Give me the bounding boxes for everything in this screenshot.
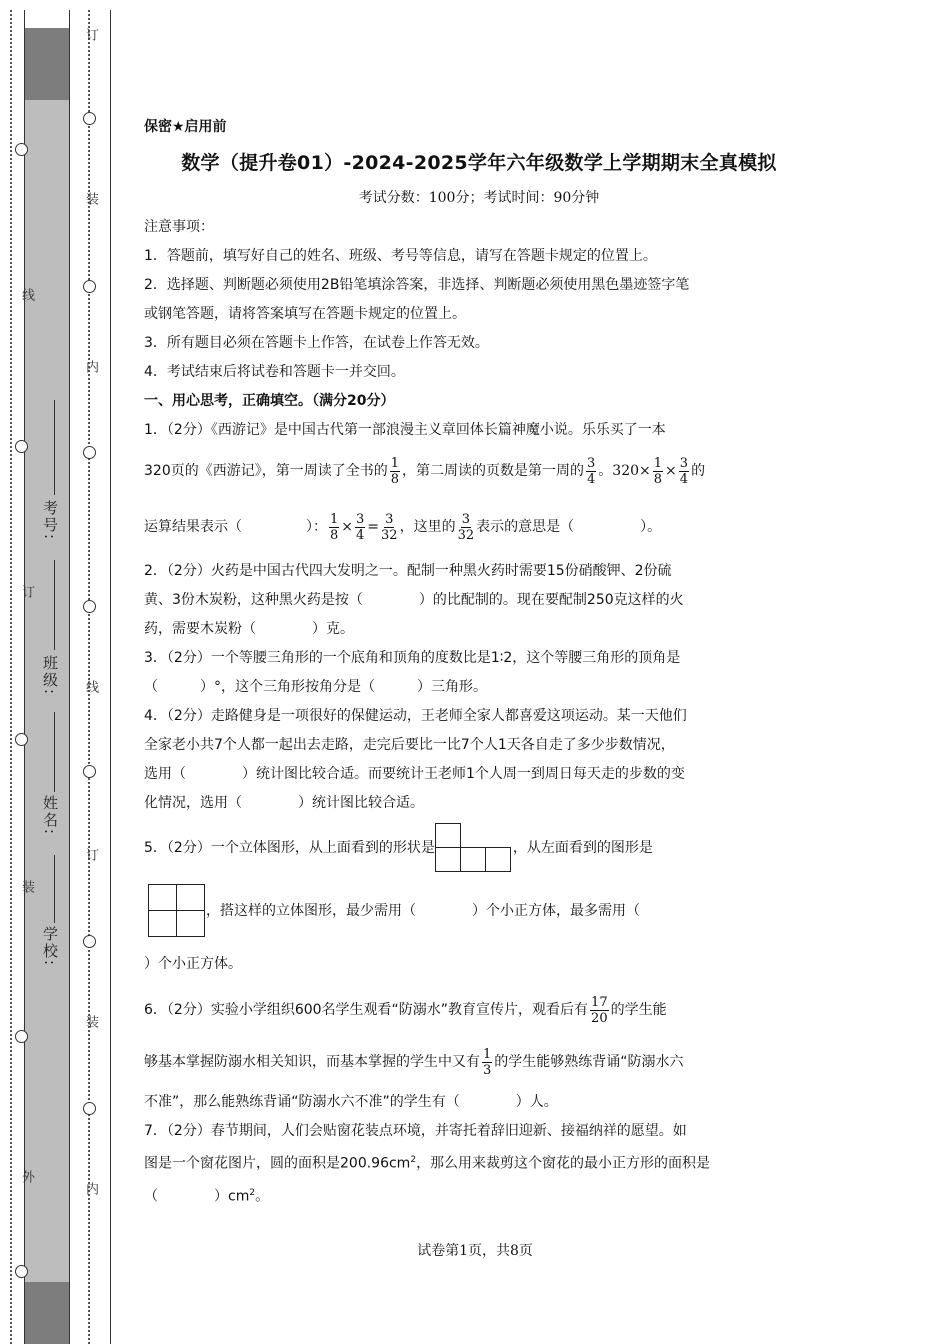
q1-text: ）。 bbox=[640, 519, 662, 535]
notice-item: 3．所有题目必须在答题卡上作答，在试卷上作答无效。 bbox=[144, 335, 489, 351]
q1-text: 。320 bbox=[598, 463, 640, 479]
q7-line bbox=[144, 1146, 814, 1179]
question-4 bbox=[144, 702, 814, 818]
margin-mark: 装 bbox=[83, 192, 98, 205]
fraction bbox=[381, 512, 398, 543]
q7-text: （ ）cm bbox=[144, 1188, 250, 1205]
fraction bbox=[653, 456, 663, 487]
q6-line bbox=[144, 984, 814, 1036]
fraction-numerator: 1 bbox=[653, 455, 663, 471]
banji-label: 班级: bbox=[41, 655, 59, 697]
left-view-figure bbox=[148, 884, 206, 938]
q4-line: 化情况，选用（ ）统计图比较合适。 bbox=[144, 795, 424, 811]
superscript: 2 bbox=[249, 1187, 256, 1198]
exam-subtitle: 考试分数：100分；考试时间：90分钟 bbox=[358, 190, 600, 206]
q6-line: 不准”，那么能熟练背诵“防溺水六不准”的学生有（ ）人。 bbox=[144, 1094, 558, 1110]
q1-text: 320页的《西游记》，第一周读了全书的 bbox=[144, 463, 388, 479]
binding-hole-icon bbox=[83, 1102, 96, 1115]
q4-line: 全家老小共7个人都一起出去走路，走完后要比一比7个人1天各自走了多少步数情况， bbox=[144, 737, 675, 753]
fraction-numerator: 1 bbox=[330, 511, 339, 527]
square-cell bbox=[148, 884, 177, 911]
xingming-blank[interactable] bbox=[54, 712, 55, 792]
q6-text: 的学生能够熟练背诵“防溺水六 bbox=[494, 1054, 684, 1070]
square-cell bbox=[176, 910, 205, 937]
q1-text: 表示的意思是（ bbox=[476, 519, 575, 535]
fraction-numerator: 1 bbox=[483, 1046, 492, 1062]
binding-hole-icon bbox=[15, 1265, 28, 1278]
q3-line: （ ）°，这个三角形按角分是（ ）三角形。 bbox=[144, 679, 487, 695]
margin-mark: 线 bbox=[83, 680, 98, 693]
equals-sign: = bbox=[367, 519, 380, 535]
q4-line: 4．（2分）走路健身是一项很好的保健运动，王老师全家人都喜爱这项运动。某一天他们 bbox=[144, 708, 687, 724]
kaohao-blank[interactable] bbox=[54, 400, 55, 495]
q7-text: ，那么用来裁剪这个窗花的最小正方形的面积是 bbox=[416, 1155, 711, 1172]
question-5 bbox=[144, 818, 814, 984]
question-7 bbox=[144, 1117, 814, 1211]
q1-line bbox=[144, 497, 814, 557]
fraction bbox=[586, 456, 596, 487]
q5-text: ，搭这样的立体图形，最少需用（ ）个小正方体，最多需用（ bbox=[206, 903, 640, 919]
square-cell bbox=[148, 910, 177, 937]
margin-rule bbox=[110, 10, 111, 1344]
fraction-denominator: 8 bbox=[330, 527, 339, 543]
superscript: 2 bbox=[410, 1155, 417, 1165]
section-heading: 一、用心思考，正确填空。（满分20分） bbox=[144, 393, 395, 409]
margin-mark: 订 bbox=[19, 585, 34, 598]
fraction-denominator: 4 bbox=[679, 471, 689, 487]
q5-line: ）个小正方体。 bbox=[144, 956, 242, 972]
binding-hole-icon bbox=[15, 733, 28, 746]
square-cell bbox=[435, 823, 461, 848]
notice-item: 或钢笔答题，请将答案填写在答题卡规定的位置上。 bbox=[144, 306, 466, 322]
fraction-denominator: 8 bbox=[390, 471, 400, 487]
margin-mark: 外 bbox=[19, 1170, 34, 1183]
gray-block bbox=[25, 1282, 69, 1344]
banji-blank[interactable] bbox=[54, 560, 55, 650]
binding-hole-icon bbox=[15, 143, 28, 156]
notice-item: 1．答题前，填写好自己的姓名、班级、考号等信息，请写在答题卡规定的位置上。 bbox=[144, 248, 657, 264]
fraction-numerator: 17 bbox=[591, 994, 608, 1010]
xuexiao-blank[interactable] bbox=[54, 855, 55, 923]
fraction-denominator: 32 bbox=[381, 527, 398, 543]
question-3 bbox=[144, 644, 814, 702]
fraction-denominator: 32 bbox=[457, 527, 475, 543]
fraction-numerator: 3 bbox=[356, 511, 365, 527]
q5-line bbox=[144, 818, 814, 878]
question-1 bbox=[144, 416, 814, 557]
cut-line-inner bbox=[88, 10, 90, 1344]
q5-text: 5．（2分）一个立体图形，从上面看到的形状是 bbox=[144, 840, 435, 856]
q1-line: 1．（2分）《西游记》是中国古代第一部浪漫主义章回体长篇神魔小说。乐乐买了一本 bbox=[144, 422, 666, 438]
times-sign: × bbox=[665, 463, 677, 479]
binding-hole-icon bbox=[83, 935, 96, 948]
margin-mark: 内 bbox=[83, 360, 98, 373]
q6-text: 6．（2分）实验小学组织600名学生观看“防溺水”教育宣传片，观看后有 bbox=[144, 1002, 589, 1018]
margin-mark: 订 bbox=[83, 848, 98, 861]
q5-text: ，从左面看到的图形是 bbox=[512, 840, 653, 856]
binding-hole-icon bbox=[83, 280, 96, 293]
fraction bbox=[390, 456, 400, 487]
fraction-denominator: 4 bbox=[587, 471, 596, 487]
binding-hole-icon bbox=[83, 446, 96, 459]
top-view-figure bbox=[435, 823, 513, 873]
q4-line: 选用（ ）统计图比较合适。而要统计王老师1个人周一到周日每天走的步数的变 bbox=[144, 766, 685, 782]
fraction bbox=[679, 456, 689, 487]
binding-hole-icon bbox=[15, 1030, 28, 1043]
binding-hole-icon bbox=[83, 600, 96, 613]
margin-mark: 装 bbox=[83, 1015, 98, 1028]
times-sign: × bbox=[341, 519, 354, 535]
question-6 bbox=[144, 984, 814, 1117]
margin-mark: 线 bbox=[19, 288, 34, 301]
binding-hole-icon bbox=[83, 765, 96, 778]
q7-line bbox=[144, 1179, 814, 1212]
q1-text: 的 bbox=[691, 463, 706, 479]
square-cell bbox=[485, 847, 511, 872]
fraction-denominator: 20 bbox=[591, 1010, 608, 1026]
times-sign: × bbox=[639, 463, 651, 479]
notice-heading: 注意事项： bbox=[144, 219, 214, 235]
xingming-label: 姓名: bbox=[41, 795, 59, 837]
fraction bbox=[355, 512, 365, 543]
notice-item: 2．选择题、判断题必须使用2B铅笔填涂答案，非选择、判断题必须使用黑色墨迹签字笔 bbox=[144, 277, 690, 293]
fraction-numerator: 3 bbox=[385, 511, 394, 527]
fraction bbox=[482, 1047, 492, 1078]
confidential-label: 保密★启用前 bbox=[144, 119, 227, 135]
q1-text: ，第二周读的页数是第一周的 bbox=[402, 463, 585, 479]
q1-text: ）： bbox=[306, 519, 327, 535]
fraction bbox=[458, 512, 475, 543]
cut-line-outer bbox=[10, 10, 12, 1344]
exam-title: 数学（提升卷01）-2024-2025学年六年级数学上学期期末全真模拟 bbox=[181, 152, 777, 174]
fraction-denominator: 3 bbox=[483, 1062, 492, 1078]
fraction-numerator: 3 bbox=[587, 455, 596, 471]
kaohao-label: 考号: bbox=[41, 500, 59, 542]
notice-item: 4．考试结束后将试卷和答题卡一并交回。 bbox=[144, 364, 405, 380]
question-2 bbox=[144, 557, 814, 644]
margin-mark: 订 bbox=[83, 28, 98, 41]
gray-block bbox=[25, 28, 69, 100]
fraction-denominator: 4 bbox=[356, 527, 365, 543]
fraction-numerator: 1 bbox=[390, 455, 400, 471]
q6-line bbox=[144, 1036, 814, 1088]
q2-line: 黄、3份木炭粉，这种黑火药是按（ ）的比配制的。现在要配制250克这样的火 bbox=[144, 592, 684, 608]
margin-rule bbox=[69, 10, 70, 1344]
q2-line: 药，需要木炭粉（ ）克。 bbox=[144, 621, 354, 637]
notice-block bbox=[144, 213, 814, 387]
q1-line bbox=[144, 445, 814, 497]
fraction-numerator: 3 bbox=[461, 511, 470, 527]
square-cell bbox=[176, 884, 205, 911]
q1-text: 运算结果表示（ bbox=[144, 519, 242, 535]
binding-hole-icon bbox=[15, 440, 28, 453]
q3-line: 3．（2分）一个等腰三角形的一个底角和顶角的度数比是1∶2，这个等腰三角形的顶角是 bbox=[144, 650, 681, 666]
q6-text: 的学生能 bbox=[610, 1002, 667, 1018]
q7-text: 图是一个窗花图片，圆的面积是200.96cm bbox=[144, 1155, 411, 1172]
fraction-denominator: 8 bbox=[653, 471, 663, 487]
q6-text: 够基本掌握防溺水相关知识，而基本掌握的学生中又有 bbox=[144, 1054, 480, 1070]
margin-mark: 装 bbox=[19, 880, 34, 893]
fraction bbox=[590, 995, 609, 1026]
fraction-numerator: 3 bbox=[679, 455, 689, 471]
q7-text: 。 bbox=[255, 1188, 270, 1205]
margin-mark: 内 bbox=[83, 1182, 98, 1195]
q2-line: 2．（2分）火药是中国古代四大发明之一。配制一种黑火药时需要15份硝酸钾、2份硫 bbox=[144, 563, 672, 579]
square-cell bbox=[435, 847, 461, 872]
q7-line: 7．（2分）春节期间，人们会贴窗花装点环境，并寄托着辞旧迎新、接福纳祥的愿望。如 bbox=[144, 1123, 687, 1139]
q1-text: ，这里的 bbox=[399, 519, 456, 535]
xuexiao-label: 学校: bbox=[41, 926, 59, 968]
square-cell bbox=[460, 847, 486, 872]
q5-line bbox=[144, 878, 814, 944]
exam-page bbox=[144, 108, 814, 1211]
page-footer: 试卷第1页，共8页 bbox=[417, 1243, 533, 1259]
binding-hole-icon bbox=[83, 112, 96, 125]
fraction bbox=[329, 512, 339, 543]
binding-margin bbox=[0, 0, 112, 1344]
